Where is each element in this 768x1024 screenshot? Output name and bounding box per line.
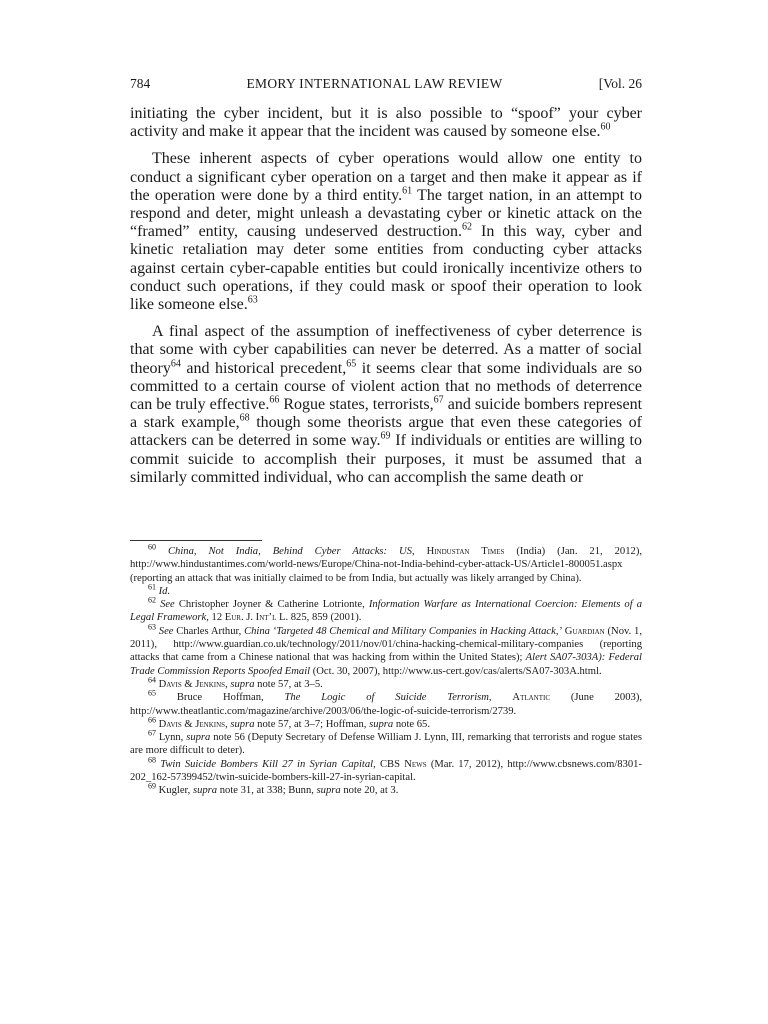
- footnote-60: $^{60}$ China, Not India, Behind Cyber Attacks: US, Hindustan Times (India) (Jan. 21, 2012), http://www.hindustantimes.com/world-news/Europe/China-not-India-behind-cyber-attack-US/Article1-800051.aspx (reporting an attack that was initially claimed to be from India, but actually was likely arranged by China).: [130, 542, 642, 584]
- footnote-ref[interactable]: 64: [170, 358, 181, 370]
- paragraph-continued: initiating the cyber incident, but it is also possible to “spoof” your cyber activity and make it appear that the incident was caused by someone else.$^{60}$: [130, 105, 642, 141]
- footnote-ref[interactable]: 69: [380, 431, 391, 443]
- footnote-ref[interactable]: 60: [600, 121, 611, 133]
- footnote-divider: [130, 540, 262, 541]
- footnote-68: $^{68}$ Twin Suicide Bombers Kill 27 in Syrian Capital, CBS News (Mar. 17, 2012), http://www.cbsnews.com/8301-202_162-57399452/twin-suicide-bombers-kill-27-in-syrian-capital.: [130, 755, 642, 784]
- footnote-ref[interactable]: 66: [269, 394, 280, 406]
- footnote-62: $^{62}$ See Christopher Joyner & Catherine Lotrionte, Information Warfare as International Coercion: Elements of a Legal Framework, 12 Eur. J. Int’l L. 825, 859 (2001).: [130, 595, 642, 624]
- journal-title: EMORY INTERNATIONAL LAW REVIEW: [246, 76, 503, 91]
- footnote-ref[interactable]: 67: [433, 394, 444, 406]
- running-header: [130, 76, 642, 92]
- footnote-ref[interactable]: 63: [247, 294, 258, 306]
- footnote-61: $^{61}$ Id.: [148, 582, 171, 597]
- paragraph-inherent-aspects: These inherent aspects of cyber operations would allow one entity to conduct a significant cyber operation on a target and then make it appear as if the operation were done by a third entity.$^{61}$ The target nation, in an attempt to respond and deter, might unleash a devastating cyber or kinetic attack on the “framed” entity, causing undeserved destruction.$^{62}$ In this way, cyber and kinetic retaliation may deter some entities from conducting cyber attacks against certain cyber-capable entities but could ironically incentivize others to conduct such operations, if they could mask or spoof their operation to look like someone else.$^{63}$: [130, 150, 643, 314]
- footnote-67: $^{67}$ Lynn, supra note 56 (Deputy Secretary of Defense William J. Lynn, III, remarking that terrorists and rogue states are more difficult to deter).: [130, 728, 642, 757]
- footnote-65: $^{65}$ Bruce Hoffman, The Logic of Suicide Terrorism, Atlantic (June 2003), http://www.theatlantic.com/magazine/archive/2003/06/the-logic-of-suicide-terrorism/2739.: [130, 688, 643, 717]
- footnote-63: $^{63}$ See Charles Arthur, China ‘Targeted 48 Chemical and Military Companies in Hacking Attack,’ Guardian (Nov. 1, 2011), http://www.guardian.co.uk/technology/2011/nov/01/china-hacking-chemical-military-companies (reporting attacks that came from a Chinese national that was hacking from within the United States); Alert SA07-303A): Federal Trade Commission Reports Spoofed Email (Oct. 30, 2007), http://www.us-cert.gov/cas/alerts/SA07-303A.html.: [130, 622, 642, 677]
- footnote-ref[interactable]: 65: [346, 358, 357, 370]
- footnote-ref[interactable]: 68: [239, 412, 250, 424]
- body-text: [130, 105, 642, 496]
- footnote-ref[interactable]: 61: [402, 185, 413, 197]
- footnotes: [130, 542, 643, 798]
- page-number: 784: [130, 76, 151, 91]
- footnote-69: $^{69}$ Kugler, supra note 31, at 338; Bunn, supra note 20, at 3.: [148, 781, 399, 797]
- volume-number: [Vol. 26: [598, 76, 642, 91]
- footnote-ref[interactable]: 62: [461, 221, 472, 233]
- paragraph-final-aspect: A final aspect of the assumption of ineffectiveness of cyber deterrence is that some with cyber capabilities can never be deterred. As a matter of social theory$^{64}$ and historical precedent,$^{65}$ it seems clear that some individuals are so committed to a certain course of violent action that no methods of deterrence can be truly effective.$^{66}$ Rogue states, terrorists,$^{67}$ and suicide bombers represent a stark example,$^{68}$ though some theorists argue that even these categories of attackers can be deterred in some way.$^{69}$ If individuals or entities are willing to commit suicide to accomplish their purposes, it must be assumed that a similarly committed individual, who can accomplish the same death or: [130, 323, 643, 486]
- footnote-64: $^{64}$ Davis & Jenkins, supra note 57, at 3–5.: [148, 675, 323, 690]
- footnote-66: $^{66}$ Davis & Jenkins, supra note 57, at 3–7; Hoffman, supra note 65.: [148, 715, 430, 730]
